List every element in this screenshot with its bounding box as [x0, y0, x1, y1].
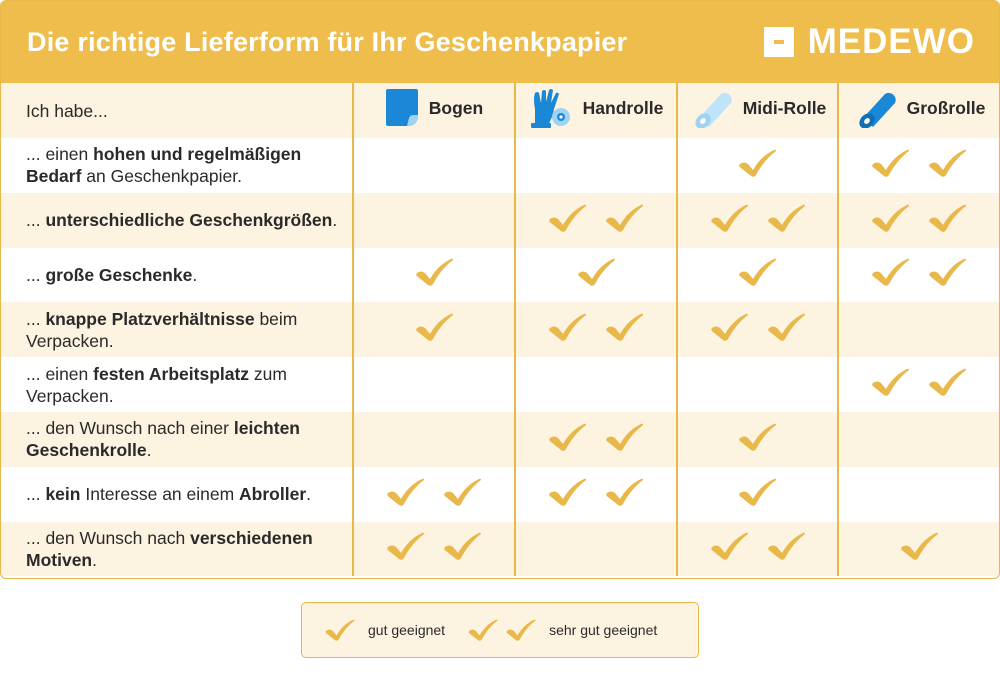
row-label-text: ... [26, 264, 46, 285]
check-icon [899, 531, 940, 561]
suitability-cell-bogen [353, 193, 515, 248]
row-label-bold: knappe Platzverhältnisse [45, 308, 255, 329]
check-icon [766, 203, 807, 233]
check-icon [442, 531, 483, 561]
check-icon [442, 477, 483, 507]
suitability-cell-großrolle [838, 522, 999, 577]
suitability-cell-midi-rolle [677, 248, 838, 303]
check-icon [709, 312, 750, 342]
row-label [1, 412, 353, 467]
column-header-midi-rolle [677, 83, 838, 138]
suitability-cell-handrolle [515, 357, 677, 412]
suitability-cell-großrolle [838, 412, 999, 467]
row-label-bold: Abroller [239, 484, 307, 505]
logo-mark-icon [764, 27, 794, 57]
row-label [1, 467, 353, 522]
table-header-row [1, 83, 999, 138]
suitability-cell-bogen [353, 412, 515, 467]
row-label [1, 522, 353, 577]
check-icon [766, 531, 807, 561]
check-icon [766, 312, 807, 342]
check-icon [737, 257, 778, 287]
check-icon [385, 531, 426, 561]
row-label-text: . [92, 549, 97, 570]
column-label: Bogen [428, 97, 484, 118]
suitability-cell-handrolle [515, 412, 677, 467]
suitability-cell-handrolle [515, 138, 677, 193]
suitability-cell-großrolle [838, 357, 999, 412]
check-icon [604, 422, 645, 452]
column-header-bogen [353, 83, 515, 138]
suitability-cell-großrolle [838, 467, 999, 522]
check-icon [505, 618, 537, 642]
midi-roll-icon [689, 88, 733, 128]
legend-very-good-label: sehr gut geeignet [549, 622, 658, 638]
row-label-text: . [192, 264, 198, 285]
logo-text: MEDEWO [807, 22, 975, 61]
row-label-bold: leichten Geschenkrolle [26, 418, 300, 461]
table-row [1, 138, 999, 193]
suitability-cell-bogen [353, 248, 515, 303]
check-icon [870, 203, 911, 233]
check-icon [737, 477, 778, 507]
suitability-cell-großrolle [838, 302, 999, 357]
check-icon [604, 312, 645, 342]
suitability-cell-midi-rolle [677, 412, 838, 467]
legend-box [301, 602, 699, 658]
column-header-handrolle [515, 83, 677, 138]
suitability-cell-handrolle [515, 193, 677, 248]
suitability-cell-großrolle [838, 248, 999, 303]
suitability-cell-großrolle [838, 193, 999, 248]
suitability-cell-midi-rolle [677, 193, 838, 248]
row-label-bold: hohen und regelmäßigen Bedarf [26, 144, 302, 187]
row-label-text: ... [26, 308, 46, 329]
row-label-text: . [332, 210, 338, 231]
row-label-text: zum Verpacken. [26, 363, 287, 406]
check-icon [927, 148, 968, 178]
suitability-cell-handrolle [515, 467, 677, 522]
table-row [1, 412, 999, 467]
row-label-text: an Geschenkpapier. [81, 166, 242, 187]
hand-roll-icon [529, 87, 573, 129]
column-label: Handrolle [582, 97, 664, 118]
row-label-bold: unterschiedliche Geschenkgrößen [45, 210, 333, 231]
table-row [1, 248, 999, 303]
check-icon [870, 148, 911, 178]
table-row [1, 302, 999, 357]
table-row [1, 357, 999, 412]
check-icon [870, 257, 911, 287]
page-title: Die richtige Lieferform für Ihr Geschenkpapier [27, 27, 628, 57]
paper-sheet-icon [385, 88, 419, 128]
suitability-cell-midi-rolle [677, 467, 838, 522]
check-icon [547, 203, 588, 233]
check-icon [870, 367, 911, 397]
row-label [1, 248, 353, 303]
suitability-cell-großrolle [838, 138, 999, 193]
row-label-text: Interesse an einem [80, 484, 240, 505]
check-icon [604, 203, 645, 233]
suitability-cell-midi-rolle [677, 357, 838, 412]
suitability-cell-midi-rolle [677, 138, 838, 193]
column-label: Großrolle [906, 97, 986, 118]
row-label [1, 357, 353, 412]
table-row [1, 522, 999, 577]
suitability-cell-bogen [353, 467, 515, 522]
check-icon [737, 148, 778, 178]
check-icon [547, 477, 588, 507]
row-label-bold: kein [45, 484, 81, 505]
check-icon [737, 422, 778, 452]
column-label: Midi-Rolle [742, 97, 827, 118]
row-label-text: ... einen [26, 144, 94, 165]
check-icon [709, 531, 750, 561]
check-icon [467, 618, 499, 642]
suitability-table [1, 83, 999, 576]
row-label-text: ... [26, 210, 46, 231]
check-icon [927, 367, 968, 397]
check-icon [604, 477, 645, 507]
suitability-cell-bogen [353, 357, 515, 412]
legend-very-good [467, 618, 657, 642]
check-icon [927, 257, 968, 287]
corner-label: Ich habe... [1, 83, 353, 138]
legend-good-label: gut geeignet [368, 622, 446, 638]
suitability-cell-handrolle [515, 522, 677, 577]
check-icon [709, 203, 750, 233]
row-label-text: . [306, 484, 312, 505]
check-icon [576, 257, 617, 287]
row-label-text: ... einen [26, 363, 94, 384]
row-label-text: ... den Wunsch nach [26, 527, 191, 548]
suitability-cell-handrolle [515, 248, 677, 303]
check-icon [927, 203, 968, 233]
row-label-text: beim Verpacken. [26, 308, 298, 351]
row-label-text: ... [26, 484, 46, 505]
suitability-cell-bogen [353, 138, 515, 193]
check-icon [385, 477, 426, 507]
row-label-text: . [146, 440, 152, 461]
row-label-bold: festen Arbeitsplatz [93, 363, 250, 384]
suitability-cell-bogen [353, 302, 515, 357]
row-label-text: ... den Wunsch nach einer [26, 418, 234, 439]
row-label [1, 193, 353, 248]
suitability-cell-midi-rolle [677, 302, 838, 357]
table-row [1, 193, 999, 248]
legend-good [324, 618, 445, 642]
suitability-cell-midi-rolle [677, 522, 838, 577]
column-header-grossrolle [838, 83, 999, 138]
check-icon [414, 257, 455, 287]
large-roll-icon [853, 88, 897, 128]
header-bar [1, 1, 999, 83]
row-label-bold: verschiedenen Motiven [26, 527, 313, 570]
check-icon [547, 312, 588, 342]
suitability-cell-handrolle [515, 302, 677, 357]
row-label-bold: große Geschenke [45, 264, 193, 285]
check-icon [414, 312, 455, 342]
row-label [1, 138, 353, 193]
medewo-logo [764, 22, 975, 61]
table-row [1, 467, 999, 522]
suitability-cell-bogen [353, 522, 515, 577]
check-icon [547, 422, 588, 452]
row-label [1, 302, 353, 357]
check-icon [324, 618, 356, 642]
